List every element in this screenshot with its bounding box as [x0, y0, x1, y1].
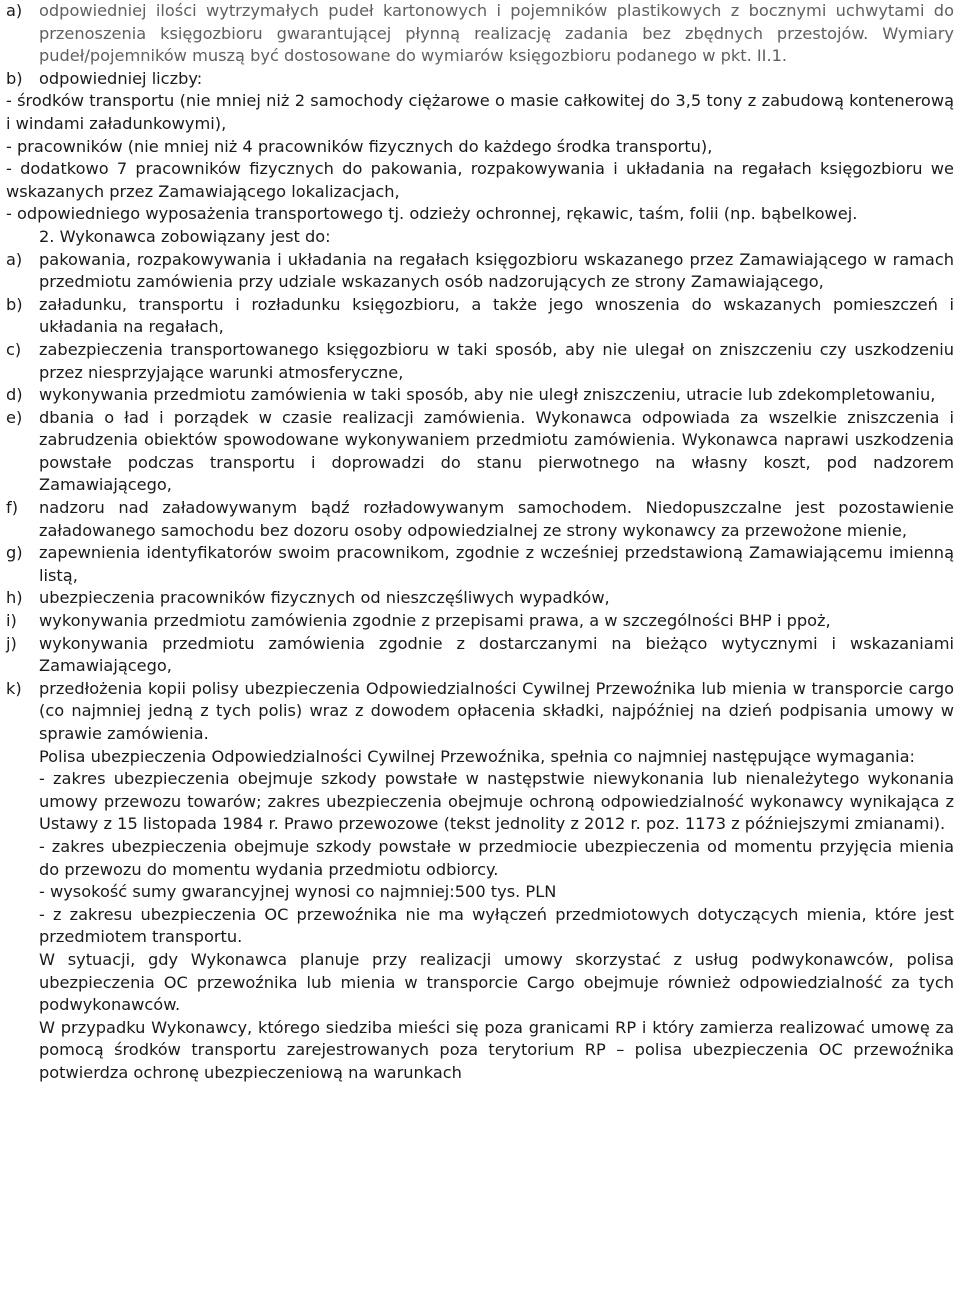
obligation-item — [6, 384, 954, 407]
item-text: nadzoru nad załadowywanym bądź rozładowywanym samochodem. Niedopuszczalne jest pozostawienie załadowanego samochodu bez dozoru osoby odpowiedzialnej ze strony wykonawcy za przewożone mienie, — [39, 498, 954, 540]
obligation-item — [6, 587, 954, 610]
obligation-item — [6, 339, 954, 384]
item-text: zabezpieczenia transportowanego księgozbioru w taki sposób, aby nie ulegał on zniszczeniu czy uszkodzeniu przez niesprzyjające warunki atmosferyczne, — [39, 339, 954, 382]
policy-paragraph: - zakres ubezpieczenia obejmuje szkody powstałe w przedmiocie ubezpieczenia od momentu przyjęcia mienia do przewozu do momentu wydania przedmiotu odbiorcy. — [39, 836, 954, 879]
item-marker: g) — [6, 543, 23, 563]
obligation-item — [6, 542, 954, 587]
item-marker: a) — [6, 1, 23, 20]
obligation-item — [6, 678, 954, 746]
list-item-b — [6, 68, 954, 91]
policy-paragraph: - zakres ubezpieczenia obejmuje szkody powstałe w następstwie niewykonania lub nienależytego wykonania umowy przewozu towarów; zakres ubezpieczenia obejmuje ochroną odpowiedzialność wykonawcy wynikająca z Ustawy z 15 listopada 1984 r. Prawo przewozowe (tekst jednolity z 2012 r. poz. 1173 z późniejszymi zmianami). — [39, 769, 954, 834]
obligation-item — [6, 294, 954, 339]
obligation-item — [6, 497, 954, 542]
obligation-item — [6, 633, 954, 678]
item-marker: f) — [6, 498, 19, 518]
policy-paragraph: - wysokość sumy gwarancyjnej wynosi co najmniej:500 tys. PLN — [39, 882, 557, 902]
item-text: pakowania, rozpakowywania i układania na regałach księgozbioru wskazanego przez Zamawiającego w ramach przedmiotu zamówienia przy udziale wskazanych osób nadzorujących ze strony Zamawiającego, — [39, 249, 954, 292]
obligation-item — [6, 407, 954, 497]
item-marker: b) — [6, 68, 23, 88]
b-sublist-item: - dodatkowo 7 pracowników fizycznych do pakowania, rozpakowywania i układania na regałach księgozbioru we wskazanych przez Zamawiającego lokalizacjach, — [6, 159, 954, 201]
section-heading: 2. Wykonawca zobowiązany jest do: — [39, 226, 331, 246]
policy-requirements — [6, 746, 954, 1085]
item-marker: i) — [6, 611, 17, 631]
item-text: wykonywania przedmiotu zamówienia w taki sposób, aby nie uległ zniszczeniu, utracie lub zdekompletowaniu, — [39, 385, 936, 405]
item-marker: a) — [6, 249, 23, 269]
item-text: odpowiedniej ilości wytrzymałych pudeł kartonowych i pojemników plastikowych z bocznymi uchwytami do przenoszenia księgozbioru gwarantującej płynną realizację zadania bez zbędnych przestojów. Wymiary pudeł/pojemników muszą być dostosowane do wymiarów księgozbioru podanego w pkt. II.1. — [39, 1, 954, 66]
item-text: ubezpieczenia pracowników fizycznych od nieszczęśliwych wypadków, — [39, 588, 610, 608]
item-marker: b) — [6, 294, 23, 314]
policy-paragraph: Polisa ubezpieczenia Odpowiedzialności Cywilnej Przewoźnika, spełnia co najmniej następujące wymagania: — [39, 746, 916, 766]
obligation-item — [6, 610, 954, 633]
policy-paragraph: W przypadku Wykonawcy, którego siedziba mieści się poza granicami RP i który zamierza realizować umowę za pomocą środków transportu zarejestrowanych poza terytorium RP – polisa ubezpieczenia OC przewoźnika potwierdza ochronę ubezpieczeniową na warunkach — [39, 1017, 954, 1082]
item-text: przedłożenia kopii polisy ubezpieczenia Odpowiedzialności Cywilnej Przewoźnika lub mienia w transporcie cargo (co najmniej jedną z tych polis) wraz z dowodem opłacenia składki, najpóźniej na dzień podpisania umowy w sprawie zamówienia. — [39, 678, 954, 743]
item-marker: e) — [6, 407, 23, 427]
item-marker: c) — [6, 339, 22, 359]
item-marker: j) — [6, 633, 17, 653]
policy-paragraph: W sytuacji, gdy Wykonawca planuje przy realizacji umowy skorzystać z usług podwykonawców, polisa ubezpieczenia OC przewoźnika lub mienia w transporcie Cargo obejmuje również odpowiedzialność za tych podwykonawców. — [39, 949, 954, 1015]
item-text: dbania o ład i porządek w czasie realizacji zamówienia. Wykonawca odpowiada za wszelkie zniszczenia i zabrudzenia obiektów spowodowane wykonywaniem przedmiotu zamówienia. Wykonawca naprawi uszkodzenia powstałe podczas transportu i doprowadzi do stanu pierwotnego na własny koszt, pod nadzorem Zamawiającego, — [39, 407, 954, 495]
obligations-list — [6, 249, 954, 746]
item-text: zapewnienia identyfikatorów swoim pracownikom, zgodnie z wcześniej przedstawioną Zamawiającemu imienną listą, — [39, 543, 954, 585]
item-marker: h) — [6, 588, 23, 608]
item-text: wykonywania przedmiotu zamówienia zgodnie z dostarczanymi na bieżąco wytycznymi i wskazaniami Zamawiającego, — [39, 633, 954, 676]
item-text: załadunku, transportu i rozładunku księgozbioru, a także jego wnoszenia do wskazanych pomieszczeń i układania na regałach, — [39, 294, 954, 337]
item-text: odpowiedniej liczby: — [39, 68, 203, 88]
b-sublist-item: - odpowiedniego wyposażenia transportowego tj. odzieży ochronnej, rękawic, taśm, folii (np. bąbelkowej. — [6, 204, 858, 224]
b-sublist-item: - pracowników (nie mniej niż 4 pracowników fizycznych do każdego środka transportu), — [6, 136, 713, 156]
b-sublist-item: - środków transportu (nie mniej niż 2 samochody ciężarowe o masie całkowitej do 3,5 tony z zabudową kontenerową i windami załadunkowymi), — [6, 91, 954, 133]
obligation-item — [6, 249, 954, 294]
list-item-a — [6, 0, 954, 68]
policy-paragraph: - z zakresu ubezpieczenia OC przewoźnika nie ma wyłączeń przedmiotowych dotyczących mienia, które jest przedmiotem transportu. — [39, 904, 954, 947]
item-marker: k) — [6, 678, 22, 698]
b-sublist — [6, 90, 954, 226]
item-marker: d) — [6, 385, 23, 405]
item-text: wykonywania przedmiotu zamówienia zgodnie z przepisami prawa, a w szczególności BHP i ppoż, — [39, 611, 831, 631]
